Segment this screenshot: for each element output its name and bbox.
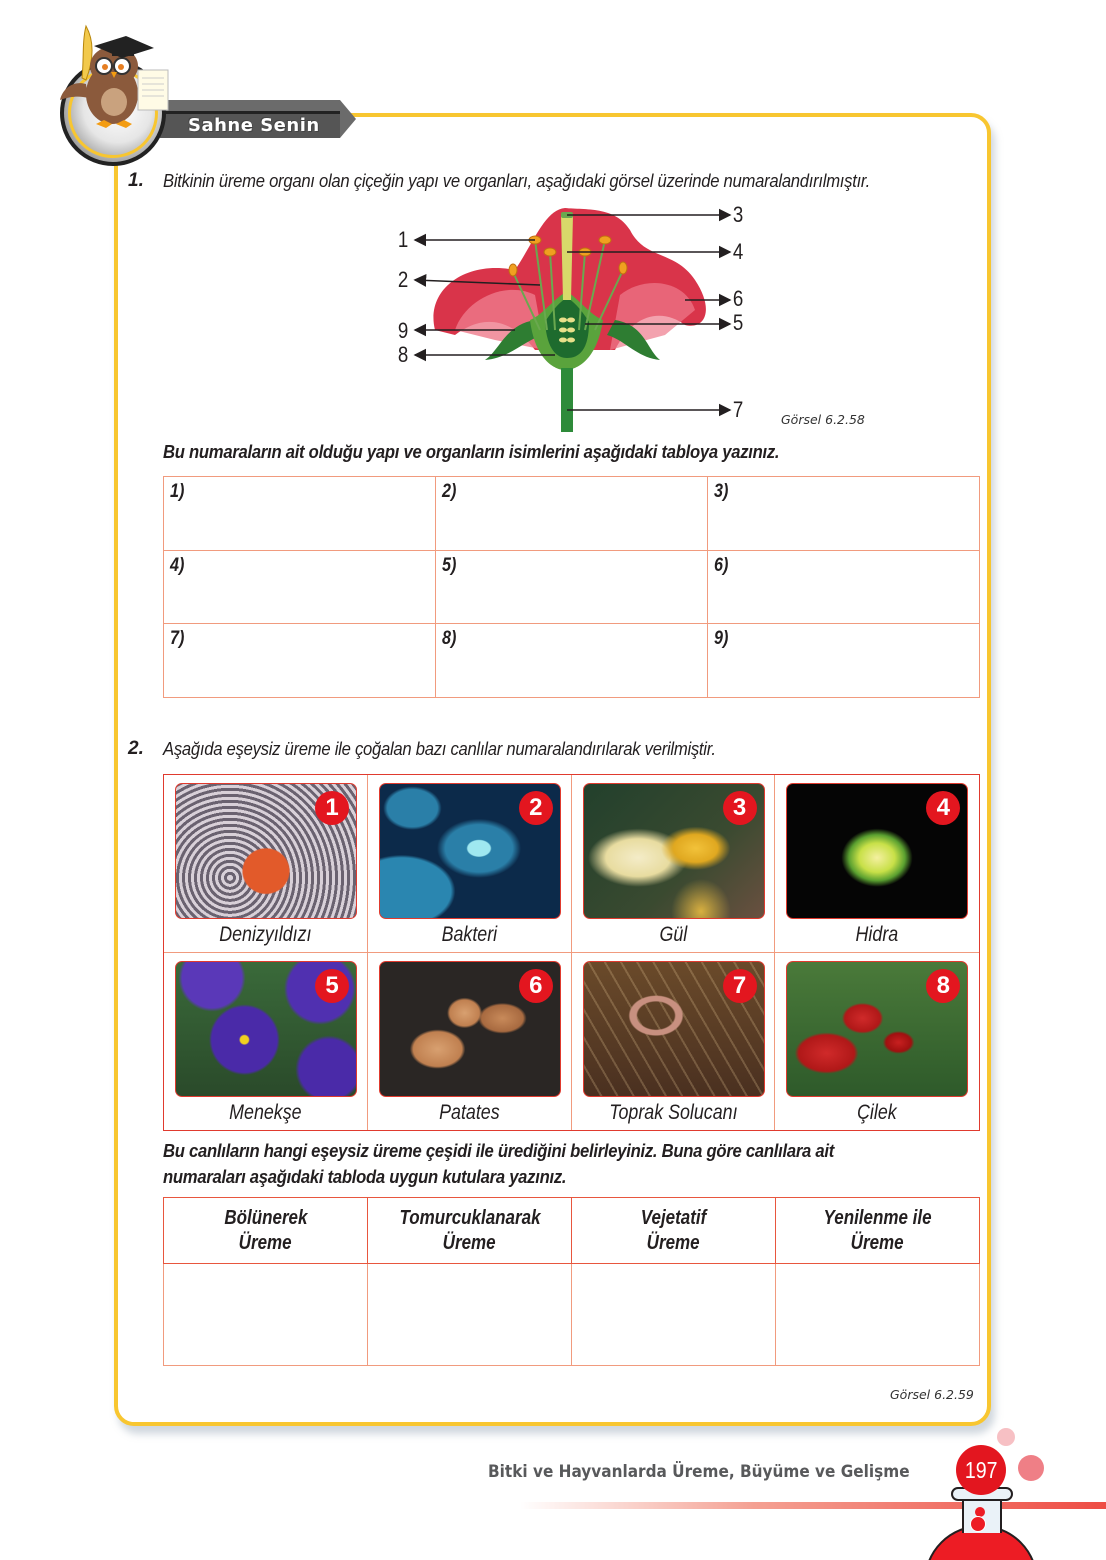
question-1-number: 1. (128, 170, 144, 191)
header-division: Bölünerek Üreme (164, 1198, 368, 1264)
answer-cell-regeneration[interactable] (776, 1264, 980, 1366)
question-1-text: Bitkinin üreme organı olan çiçeğin yapı ve organları, aşağıdaki görsel üzerinde numaralandırılmıştır. (163, 170, 870, 191)
answer-cell-division[interactable] (164, 1264, 368, 1366)
reproduction-type-table (163, 1197, 980, 1366)
question-2-text: Aşağıda eşeysiz üreme ile çoğalan bazı canlılar numaralandırılarak verilmiştir. (163, 738, 716, 759)
number-badge: 7 (723, 969, 757, 1003)
number-badge: 8 (926, 969, 960, 1003)
organism-grid (163, 774, 980, 1131)
organism-card-violet (164, 953, 368, 1131)
section-banner (150, 100, 360, 138)
answer-cell-budding[interactable] (368, 1264, 572, 1366)
organism-name: Toprak Solucanı (608, 1100, 738, 1124)
organism-name: Hidra (855, 923, 899, 946)
organism-name: Gül (658, 923, 687, 946)
hydra-photo (786, 783, 968, 919)
diagram-label-9: 9 (397, 318, 409, 343)
header-vegetative: Vejetatif Üreme (572, 1198, 776, 1264)
answer-cell-2[interactable]: 2) (436, 477, 708, 551)
answer-cell-3[interactable]: 3) (708, 477, 980, 551)
table-row (164, 550, 980, 624)
rose-photo (583, 783, 765, 919)
organism-card-bacteria (368, 775, 572, 953)
flower-structure-icon (385, 200, 785, 432)
organism-name: Bakteri (441, 923, 497, 946)
bacteria-photo (379, 783, 561, 919)
flower-diagram (385, 200, 785, 432)
question-2-instruction-line1: Bu canlıların hangi eşeysiz üreme çeşidi ile ürediğini belirleyiniz. Buna göre canlılara ait (163, 1140, 834, 1161)
potato-photo (379, 961, 561, 1097)
number-badge: 4 (926, 791, 960, 825)
table-row (164, 624, 980, 698)
number-badge: 1 (315, 791, 349, 825)
question-2-number: 2. (128, 738, 144, 759)
decorative-bubble (997, 1428, 1015, 1446)
number-badge: 5 (315, 969, 349, 1003)
answer-cell-8[interactable]: 8) (436, 624, 708, 698)
organism-card-starfish (164, 775, 368, 953)
answer-cell-4[interactable]: 4) (164, 550, 436, 624)
figure-caption-2: Görsel 6.2.59 (890, 1387, 974, 1402)
footer-divider (520, 1502, 1106, 1509)
chapter-title: Bitki ve Hayvanlarda Üreme, Büyüme ve Gelişme (488, 1462, 910, 1482)
diagram-label-1: 1 (397, 227, 409, 252)
diagram-label-6: 6 (732, 286, 744, 311)
section-title: Sahne Senin (188, 115, 320, 136)
diagram-label-7: 7 (732, 397, 744, 422)
diagram-label-3: 3 (732, 202, 744, 227)
number-badge: 6 (519, 969, 553, 1003)
figure-caption-1: Görsel 6.2.58 (781, 412, 865, 427)
organism-name: Menekşe (229, 1100, 302, 1124)
answer-cell-5[interactable]: 5) (436, 550, 708, 624)
strawberry-photo (786, 961, 968, 1097)
organism-name: Denizyıldızı (219, 923, 312, 946)
diagram-label-2: 2 (397, 267, 409, 292)
answer-cell-1[interactable]: 1) (164, 477, 436, 551)
table-header-row (164, 1198, 980, 1264)
answer-cell-9[interactable]: 9) (708, 624, 980, 698)
organism-card-rose (572, 775, 776, 953)
question-2-instruction-line2: numaraları aşağıdaki tabloda uygun kutulara yazınız. (163, 1166, 567, 1187)
diagram-label-4: 4 (732, 239, 744, 264)
table-row (164, 477, 980, 551)
organism-name: Patates (438, 1100, 500, 1124)
violet-photo (175, 961, 357, 1097)
answer-table-1 (163, 476, 980, 698)
decorative-bubble (1018, 1455, 1044, 1481)
earthworm-photo (583, 961, 765, 1097)
organism-card-strawberry (775, 953, 979, 1131)
organism-card-earthworm (572, 953, 776, 1131)
organism-card-potato (368, 953, 572, 1131)
header-budding: Tomurcuklanarak Üreme (368, 1198, 572, 1264)
header-regeneration: Yenilenme ile Üreme (776, 1198, 980, 1264)
diagram-label-5: 5 (732, 310, 744, 335)
organism-name: Çilek (857, 1100, 897, 1124)
answer-cell-7[interactable]: 7) (164, 624, 436, 698)
starfish-photo (175, 783, 357, 919)
answer-cell-6[interactable]: 6) (708, 550, 980, 624)
number-badge: 2 (519, 791, 553, 825)
answer-cell-vegetative[interactable] (572, 1264, 776, 1366)
owl-mascot-icon (56, 24, 176, 136)
diagram-label-8: 8 (397, 342, 409, 367)
question-1-instruction: Bu numaraların ait olduğu yapı ve organların isimlerini aşağıdaki tabloya yazınız. (163, 441, 780, 462)
table-row (164, 1264, 980, 1366)
number-badge: 3 (723, 791, 757, 825)
page-number: 197 (956, 1445, 1006, 1495)
organism-card-hydra (775, 775, 979, 953)
